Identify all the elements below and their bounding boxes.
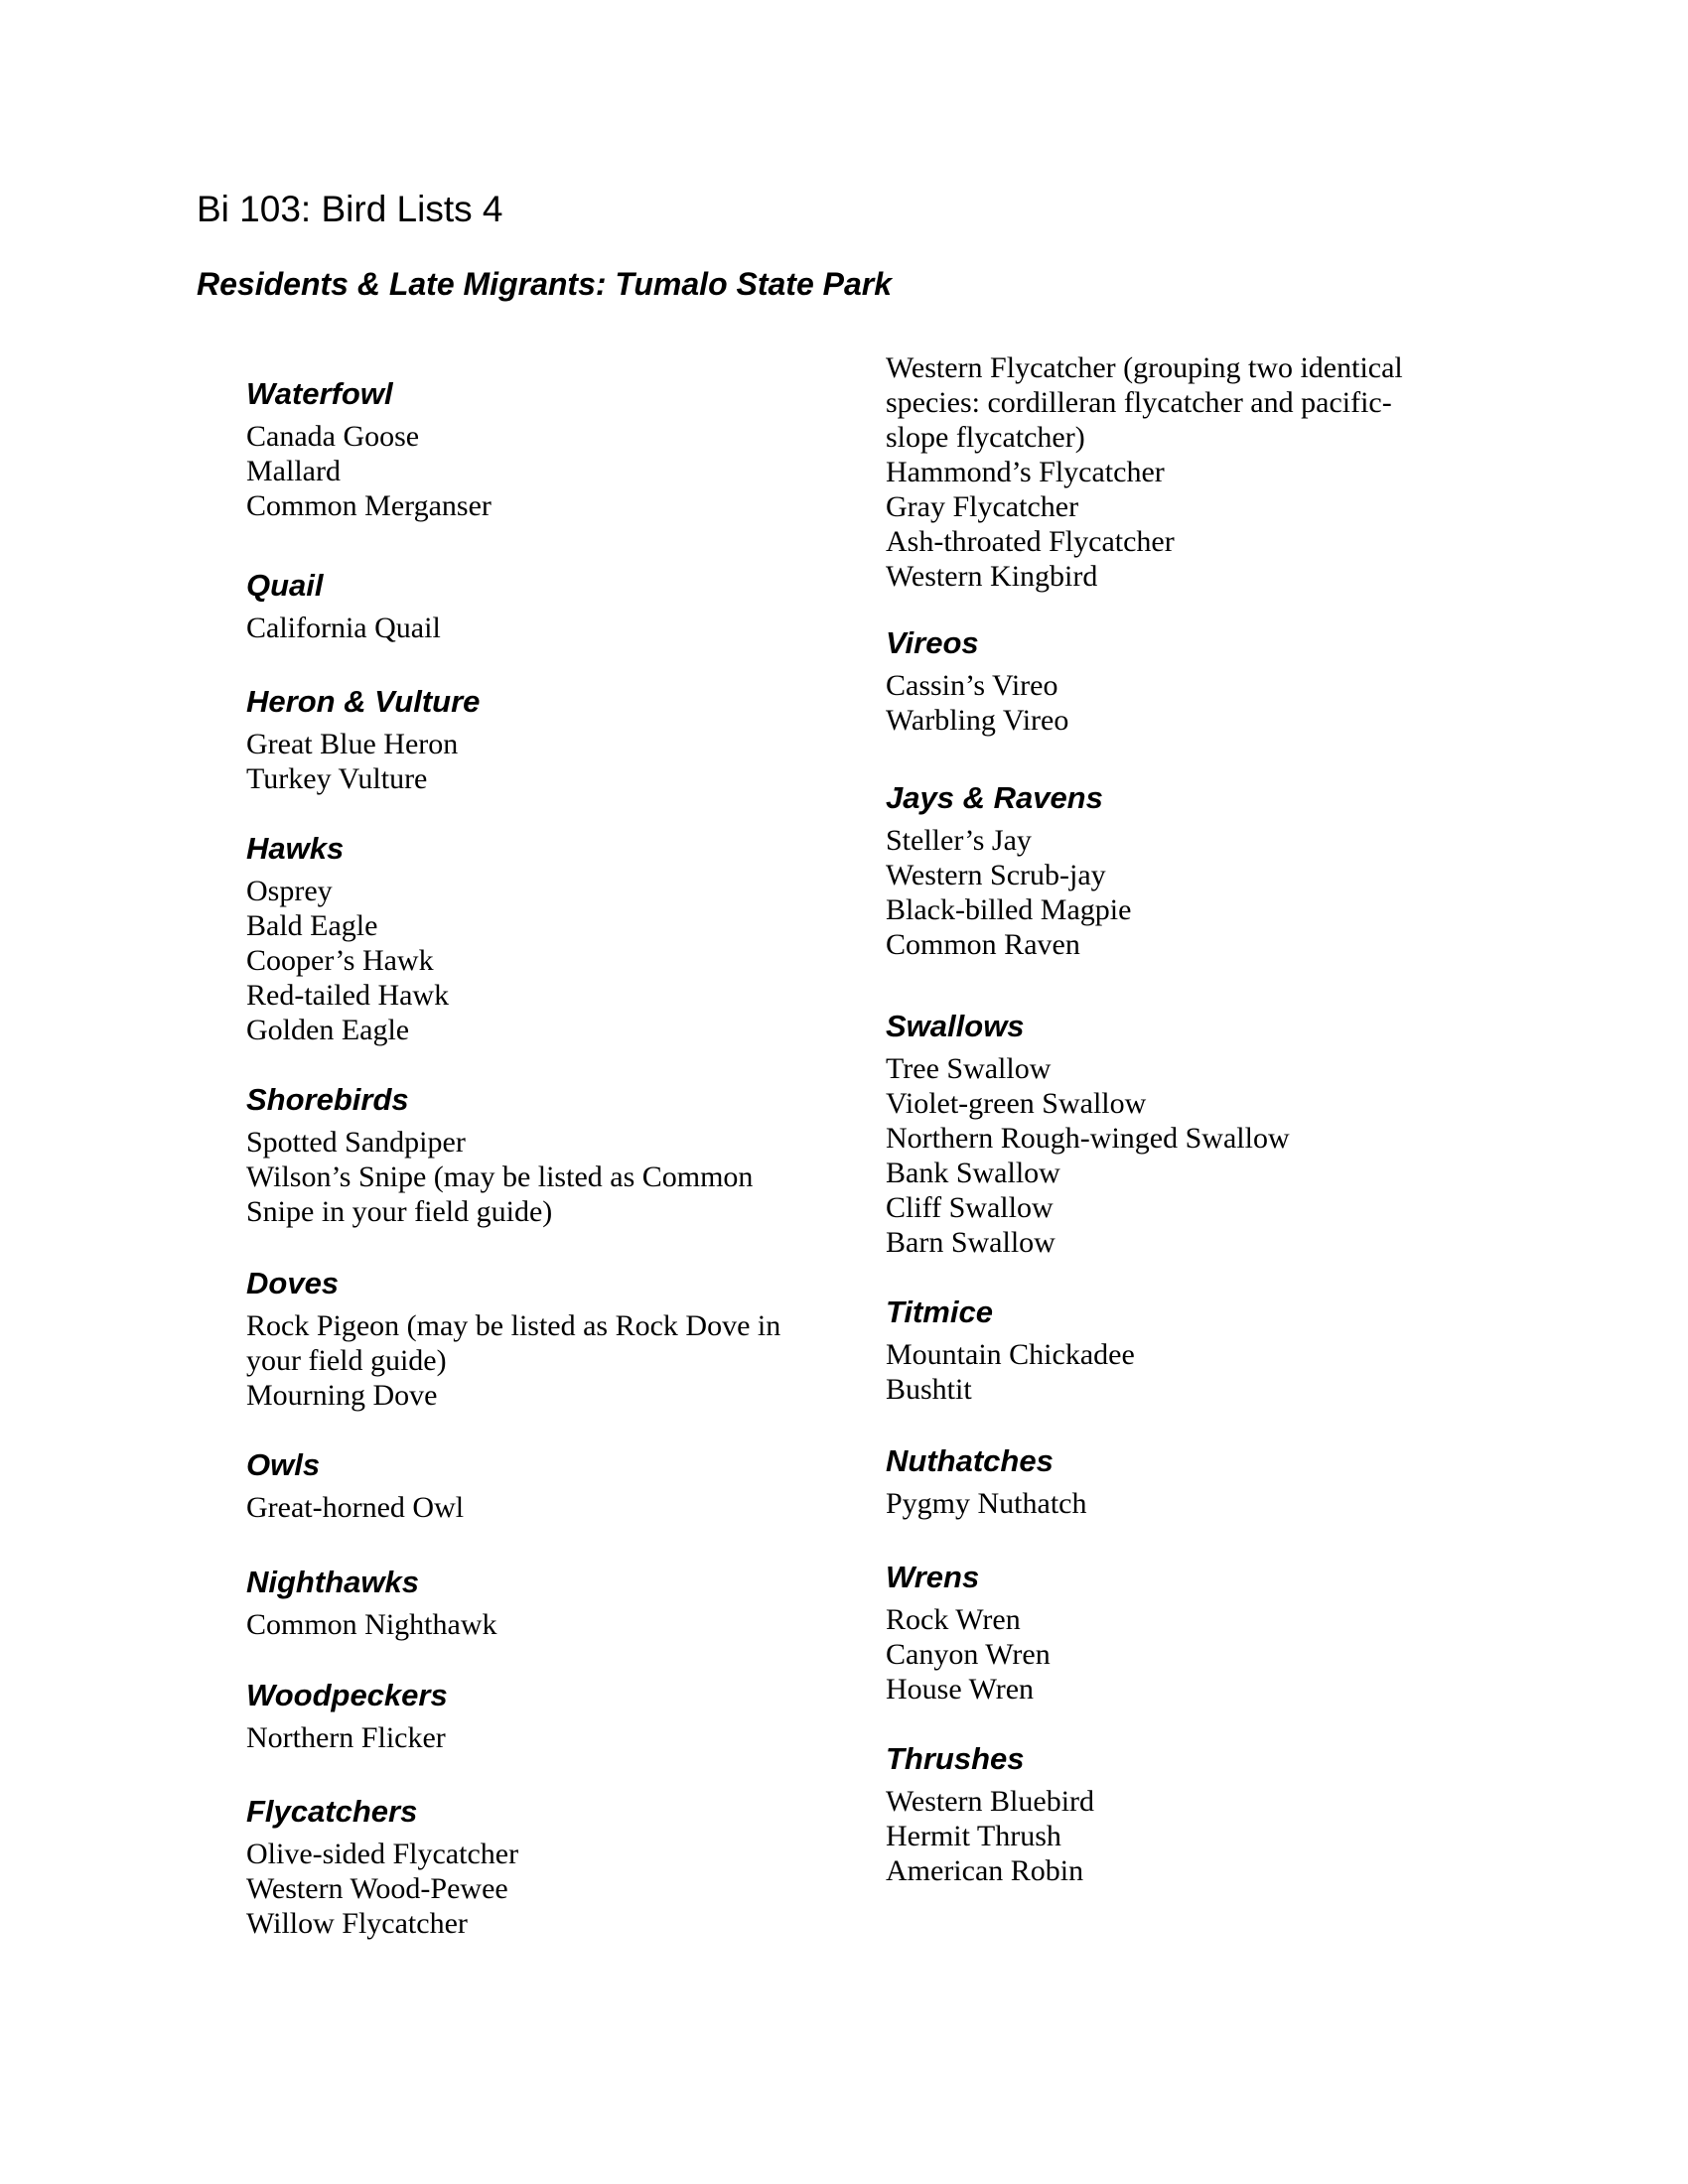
bird-group <box>886 1559 1442 1706</box>
group-heading: Waterfowl <box>246 376 393 411</box>
bird-item: Western Kingbird <box>886 560 1098 593</box>
bird-item: Mountain Chickadee <box>886 1338 1135 1371</box>
bird-group <box>246 683 802 796</box>
bird-item: Ash-throated Flycatcher <box>886 525 1175 558</box>
bird-item: American Robin <box>886 1854 1084 1887</box>
bird-item: House Wren <box>886 1673 1035 1706</box>
page-title: Bi 103: Bird Lists 4 <box>197 189 503 229</box>
bird-item: Black-billed Magpie <box>886 893 1132 926</box>
bird-item: Common Nighthawk <box>246 1608 497 1641</box>
bird-item: Canyon Wren <box>886 1638 1051 1671</box>
bird-item: Mourning Dove <box>246 1379 438 1412</box>
group-heading: Vireos <box>886 625 979 660</box>
group-heading: Shorebirds <box>246 1082 409 1117</box>
group-heading: Titmice <box>886 1295 993 1329</box>
bird-group <box>886 1740 1442 1888</box>
group-heading: Heron & Vulture <box>246 684 481 719</box>
bird-item: Violet-green Swallow <box>886 1087 1147 1120</box>
bird-group <box>246 1081 802 1229</box>
bird-item: Mallard <box>246 455 341 487</box>
bird-item: Western Wood-Pewee <box>246 1872 508 1905</box>
bird-group <box>886 350 1442 594</box>
group-heading: Owls <box>246 1447 321 1482</box>
group-heading: Jays & Ravens <box>886 780 1103 815</box>
bird-item: Common Raven <box>886 928 1080 961</box>
bird-item: Tree Swallow <box>886 1052 1052 1085</box>
bird-item: Pygmy Nuthatch <box>886 1487 1087 1520</box>
bird-item: Northern Rough-winged Swallow <box>886 1122 1290 1155</box>
bird-group <box>246 1446 802 1525</box>
bird-group <box>246 1265 802 1413</box>
bird-item: Steller’s Jay <box>886 824 1032 857</box>
group-heading: Nuthatches <box>886 1443 1054 1478</box>
bird-item: Hermit Thrush <box>886 1820 1061 1852</box>
page-subtitle: Residents & Late Migrants: Tumalo State Park <box>197 266 893 302</box>
bird-item: Turkey Vulture <box>246 762 428 795</box>
bird-item: Canada Goose <box>246 420 420 453</box>
bird-group <box>886 1294 1442 1407</box>
bird-item: Bald Eagle <box>246 909 378 942</box>
group-heading: Quail <box>246 568 324 603</box>
bird-item: Cassin’s Vireo <box>886 669 1058 702</box>
bird-item: Great Blue Heron <box>246 728 459 760</box>
bird-item: Common Merganser <box>246 489 492 522</box>
bird-item: Barn Swallow <box>886 1226 1055 1259</box>
bird-item: Western Bluebird <box>886 1785 1095 1818</box>
bird-item: Bank Swallow <box>886 1157 1060 1189</box>
bird-item: Willow Flycatcher <box>246 1907 468 1940</box>
bird-group <box>246 567 802 645</box>
bird-group <box>246 1564 802 1642</box>
bird-item: Bushtit <box>886 1373 972 1406</box>
bird-item: Red-tailed Hawk <box>246 979 450 1012</box>
bird-item: Wilson’s Snipe (may be listed as Common Snipe in your field guide) <box>246 1160 754 1228</box>
bird-item: Olive-sided Flycatcher <box>246 1838 519 1870</box>
bird-item: Warbling Vireo <box>886 704 1069 737</box>
bird-group <box>246 1793 802 1941</box>
group-heading: Hawks <box>246 831 345 866</box>
bird-item: Spotted Sandpiper <box>246 1126 466 1159</box>
bird-item: Great-horned Owl <box>246 1491 465 1524</box>
group-heading: Doves <box>246 1266 340 1300</box>
bird-item: Gray Flycatcher <box>886 490 1079 523</box>
bird-item: Osprey <box>246 875 333 907</box>
bird-group <box>246 830 802 1047</box>
bird-group <box>886 779 1442 962</box>
bird-group <box>246 375 802 523</box>
group-heading: Wrens <box>886 1560 980 1594</box>
bird-item: Cliff Swallow <box>886 1191 1054 1224</box>
bird-item: Northern Flicker <box>246 1721 446 1754</box>
bird-item: Western Flycatcher (grouping two identical species: cordilleran flycatcher and pacific-slope flycatcher) <box>886 351 1403 454</box>
bird-item: Golden Eagle <box>246 1014 410 1046</box>
bird-group <box>246 1677 802 1755</box>
bird-item: Cooper’s Hawk <box>246 944 434 977</box>
bird-item: Hammond’s Flycatcher <box>886 456 1165 488</box>
group-heading: Flycatchers <box>246 1794 418 1829</box>
bird-item: Rock Pigeon (may be listed as Rock Dove in your field guide) <box>246 1309 781 1377</box>
bird-group <box>886 1008 1442 1260</box>
group-heading: Woodpeckers <box>246 1678 448 1712</box>
group-heading: Nighthawks <box>246 1565 419 1599</box>
group-heading: Swallows <box>886 1009 1025 1043</box>
bird-group <box>886 1442 1442 1521</box>
bird-item: Rock Wren <box>886 1603 1021 1636</box>
bird-item: California Quail <box>246 612 441 644</box>
bird-item: Western Scrub-jay <box>886 859 1106 891</box>
bird-group <box>886 624 1442 738</box>
group-heading: Thrushes <box>886 1741 1025 1776</box>
